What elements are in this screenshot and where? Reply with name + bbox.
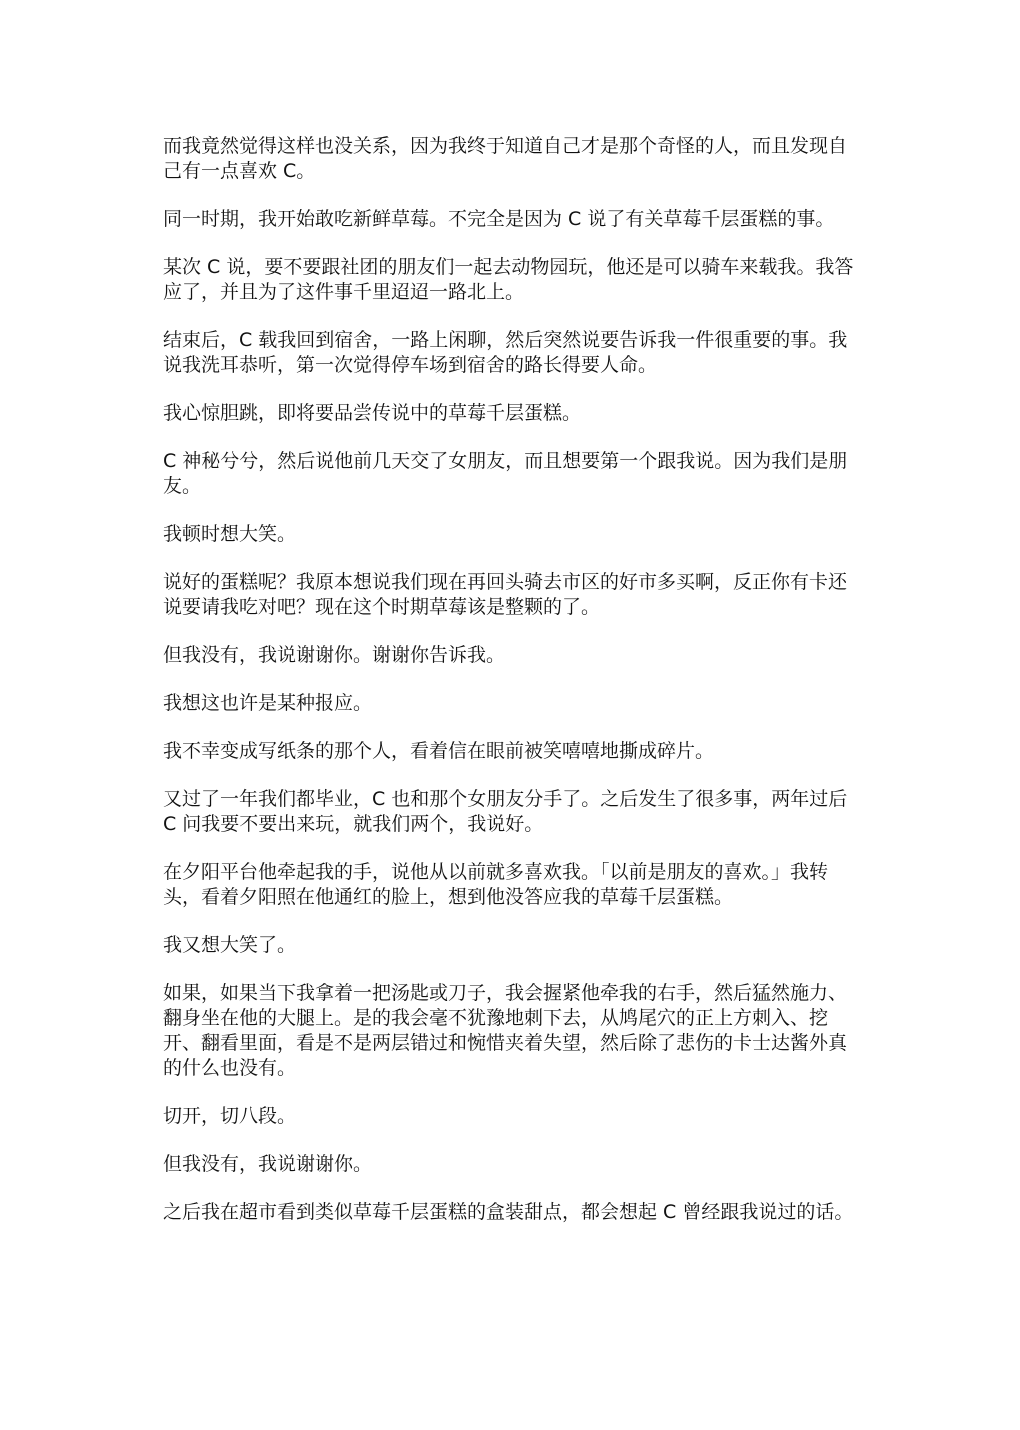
paragraph-7: 我顿时想大笑。 — [163, 523, 297, 545]
paragraph-2: 同一时期，我开始敢吃新鲜草莓。不完全是因为 C 说了有关草莓千层蛋糕的事。 — [163, 208, 835, 230]
paragraph-11: 我不幸变成写纸条的那个人，看着信在眼前被笑嘻嘻地撕成碎片。 — [163, 740, 715, 762]
paragraph-14: 我又想大笑了。 — [163, 934, 297, 956]
paragraph-17: 但我没有，我说谢谢你。 — [163, 1153, 373, 1175]
paragraph-12: 又过了一年我们都毕业，C 也和那个女朋友分手了。之后发生了很多事，两年过后 C 问我要不要出来玩，就我们两个，我说好。 — [163, 788, 848, 835]
paragraph-4: 结束后，C 载我回到宿舍，一路上闲聊，然后突然说要告诉我一件很重要的事。我说我洗耳恭听，第一次觉得停车场到宿舍的路长得要人命。 — [163, 329, 848, 376]
paragraph-3: 某次 C 说，要不要跟社团的朋友们一起去动物园玩，他还是可以骑车来载我。我答应了，并且为了这件事千里迢迢一路北上。 — [163, 256, 854, 303]
paragraph-9: 但我没有，我说谢谢你。谢谢你告诉我。 — [163, 644, 506, 666]
paragraph-1: 而我竟然觉得这样也没关系，因为我终于知道自己才是那个奇怪的人，而且发现自己有一点喜欢 C。 — [163, 135, 848, 182]
paragraph-5: 我心惊胆跳，即将要品尝传说中的草莓千层蛋糕。 — [163, 402, 582, 424]
paragraph-8: 说好的蛋糕呢？我原本想说我们现在再回头骑去市区的好市多买啊，反正你有卡还说要请我吃对吧？现在这个时期草莓该是整颗的了。 — [163, 571, 848, 618]
paragraph-6: C 神秘兮兮，然后说他前几天交了女朋友，而且想要第一个跟我说。因为我们是朋友。 — [163, 450, 848, 497]
paragraph-18: 之后我在超市看到类似草莓千层蛋糕的盒装甜点，都会想起 C 曾经跟我说过的话。 — [163, 1201, 854, 1223]
paragraph-13: 在夕阳平台他牵起我的手，说他从以前就多喜欢我。「以前是朋友的喜欢。」我转头，看着夕阳照在他通红的脸上，想到他没答应我的草莓千层蛋糕。 — [163, 861, 829, 908]
document-page — [163, 134, 863, 1248]
paragraph-16: 切开，切八段。 — [163, 1105, 297, 1127]
paragraph-15: 如果，如果当下我拿着一把汤匙或刀子，我会握紧他牵我的右手，然后猛然施力、翻身坐在他的大腿上。是的我会毫不犹豫地刺下去，从鸠尾穴的正上方刺入、挖开、翻看里面，看是不是两层错过和惋惜夹着失望，然后除了悲伤的卡士达酱外真的什么也没有。 — [163, 982, 848, 1079]
paragraph-10: 我想这也许是某种报应。 — [163, 692, 373, 714]
